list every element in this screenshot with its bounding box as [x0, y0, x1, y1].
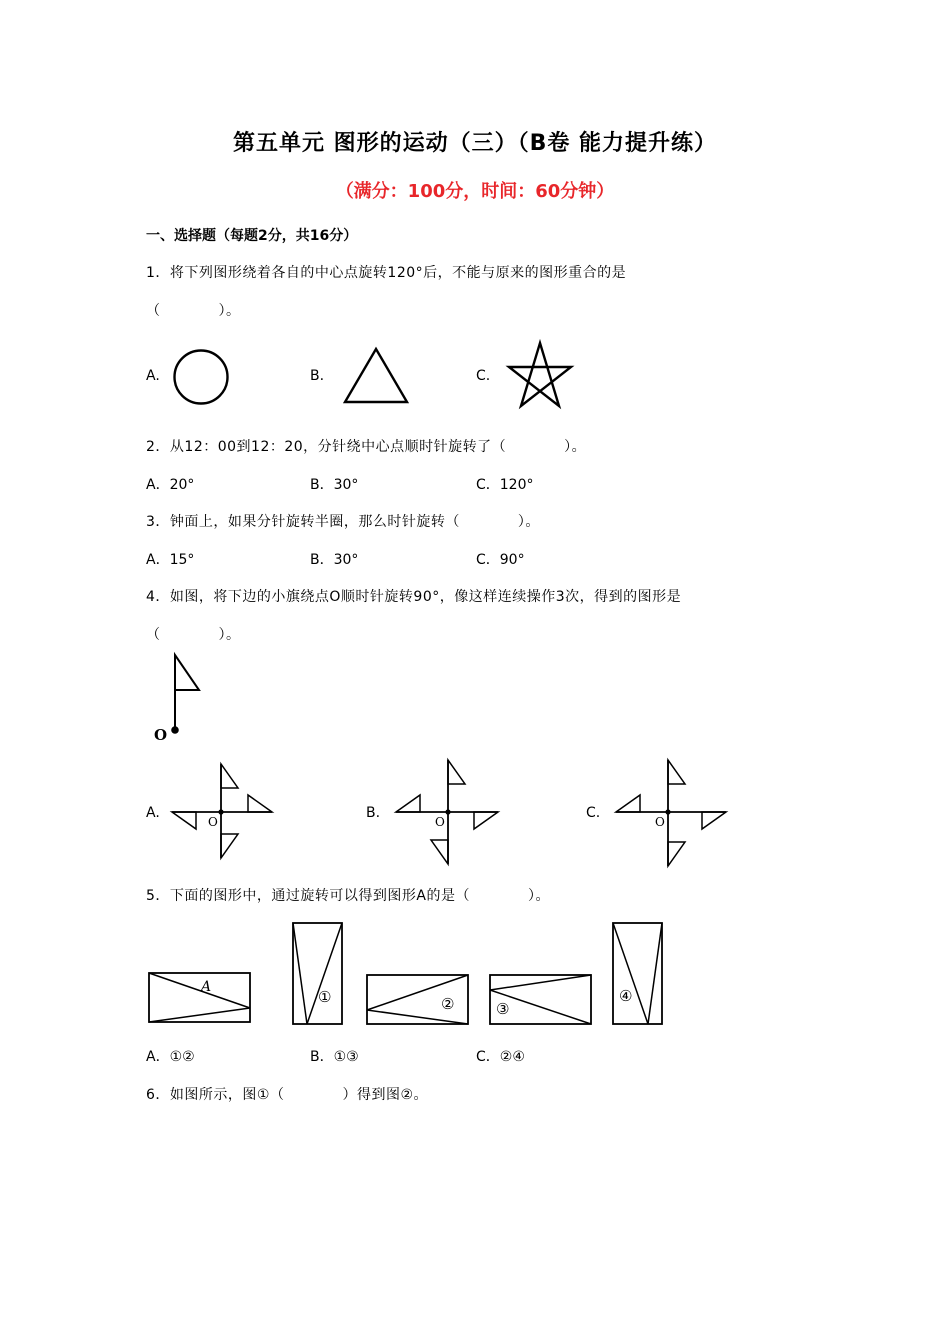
center-label-b: O: [435, 815, 445, 829]
question-1-stem: 1．将下列图形绕着各自的中心点旋转120°后，不能与原来的图形重合的是: [146, 265, 627, 281]
flag-figure: [150, 650, 210, 745]
question-3-stem: 3．钟面上，如果分针旋转半圈，那么时针旋转（ ）。: [146, 514, 540, 530]
question-4-option-a: A.: [146, 805, 160, 821]
rectangle-figure-3: [489, 974, 593, 1026]
question-3-option-c: C．90°: [476, 552, 525, 568]
question-1-option-b: B.: [310, 368, 325, 384]
rectangle-figure-4: [612, 922, 664, 1026]
question-5-stem: 5．下面的图形中，通过旋转可以得到图形A的是（ ）。: [146, 888, 550, 904]
figure-2-label: ②: [441, 995, 455, 1013]
question-5-option-b: B．①③: [310, 1049, 359, 1065]
question-2-option-b: B．30°: [310, 477, 359, 493]
question-3-option-a: A．15°: [146, 552, 195, 568]
question-5-option-c: C．②④: [476, 1049, 525, 1065]
question-4-stem: 4．如图，将下边的小旗绕点O顺时针旋转90°，像这样连续操作3次，得到的图形是: [146, 589, 682, 605]
triangle-icon: [343, 347, 409, 405]
question-2-stem: 2．从12：00到12：20，分针绕中心点顺时针旋转了（ ）。: [146, 439, 587, 455]
center-label-a: O: [208, 815, 218, 829]
question-4-stem-cont: （ ）。: [146, 627, 241, 643]
circle-icon: [172, 348, 230, 406]
figure-1-label: ①: [318, 988, 332, 1006]
question-5-option-a: A．①②: [146, 1049, 195, 1065]
flag-point-label: O: [154, 726, 168, 744]
question-1-option-c: C.: [476, 368, 491, 384]
question-2-option-c: C．120°: [476, 477, 534, 493]
pinwheel-option-c: [614, 758, 730, 870]
page-subtitle: （满分：100分，时间：60分钟）: [335, 181, 615, 202]
center-label-c: O: [655, 815, 665, 829]
figure-4-label: ④: [619, 987, 633, 1005]
section-heading: 一、选择题（每题2分，共16分）: [146, 228, 358, 244]
pinwheel-option-b: [394, 758, 500, 868]
pinwheel-option-a: [170, 762, 276, 862]
question-3-option-b: B．30°: [310, 552, 359, 568]
question-1-stem-cont: （ ）。: [146, 303, 241, 319]
question-2-option-a: A．20°: [146, 477, 195, 493]
page-title: 第五单元 图形的运动（三）（B卷 能力提升练）: [232, 131, 718, 156]
question-6-stem: 6．如图所示，图①（ ）得到图②。: [146, 1087, 429, 1103]
rectangle-figure-2: [366, 974, 470, 1026]
rectangle-figure-a: [148, 972, 252, 1024]
star-icon: [506, 340, 574, 410]
question-4-option-c: C.: [586, 805, 601, 821]
rectangle-figure-1: [292, 922, 344, 1026]
figure-a-label: A: [201, 979, 212, 995]
question-4-option-b: B.: [366, 805, 381, 821]
figure-3-label: ③: [496, 1000, 510, 1018]
question-1-option-a: A.: [146, 368, 160, 384]
